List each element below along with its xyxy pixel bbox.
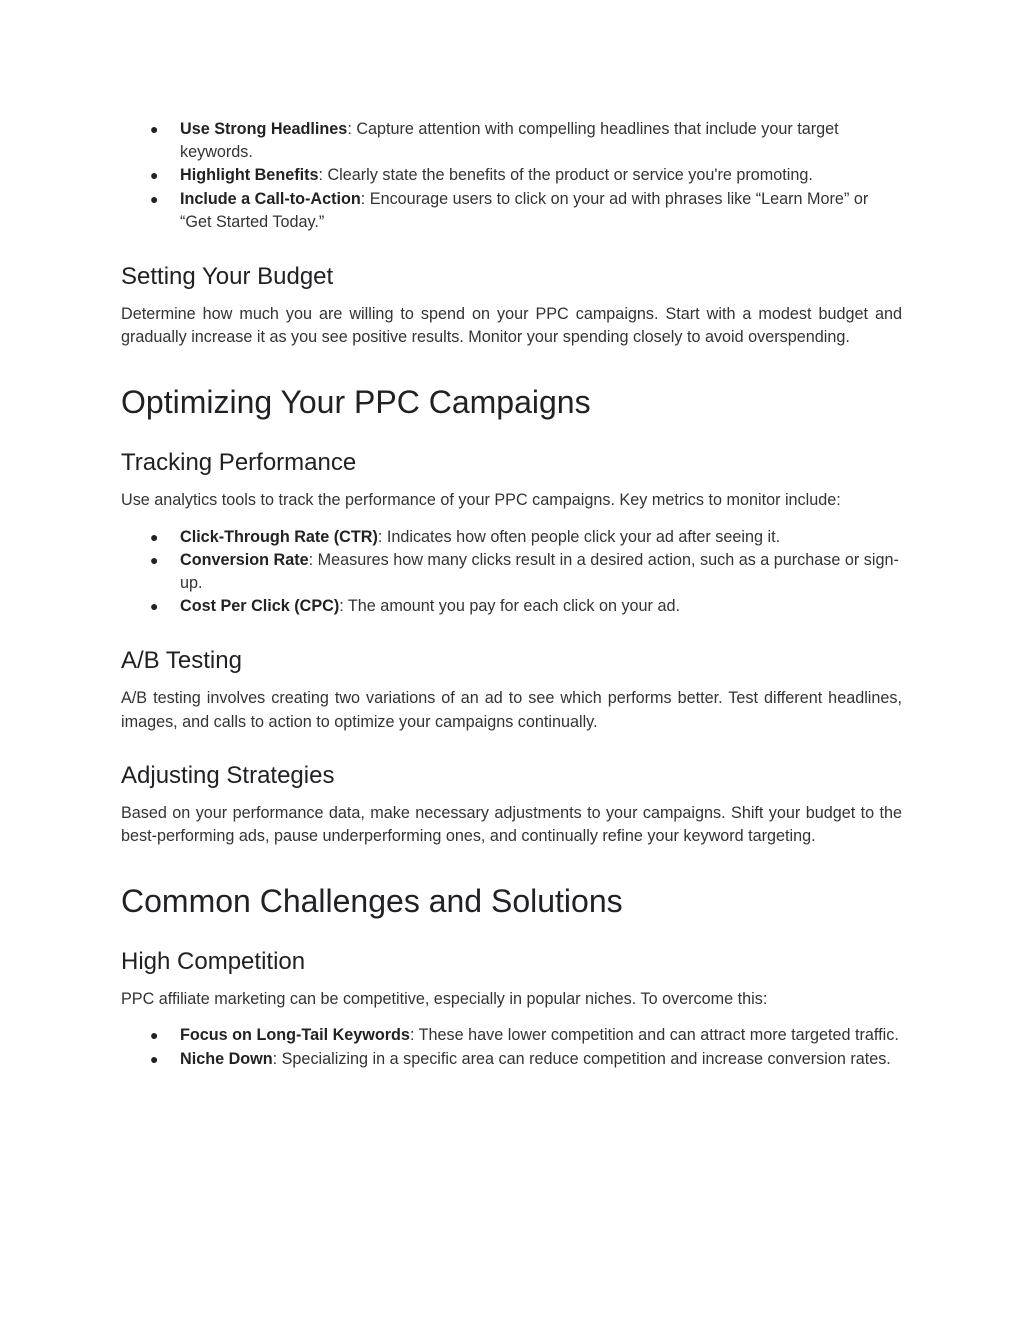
bullet-icon: ● bbox=[150, 1050, 159, 1067]
bullet-text: : Clearly state the benefits of the product or service you're promoting. bbox=[318, 166, 813, 185]
bullet-text: : Capture attention with compelling headlines that include your target keywords. bbox=[180, 120, 839, 162]
bullet-text: : The amount you pay for each click on your ad. bbox=[339, 597, 680, 616]
competition-solutions-list bbox=[121, 1024, 902, 1070]
bullet-icon: ● bbox=[150, 167, 159, 184]
list-item bbox=[121, 118, 902, 164]
bullet-icon: ● bbox=[150, 528, 159, 545]
list-item bbox=[121, 1024, 902, 1047]
bullet-term: Cost Per Click (CPC) bbox=[180, 597, 340, 616]
key-metrics-list bbox=[121, 526, 902, 619]
bullet-term: Conversion Rate bbox=[180, 550, 309, 569]
bullet-term: Niche Down bbox=[180, 1049, 273, 1068]
heading-ab-testing: A/B Testing bbox=[121, 647, 242, 675]
list-item bbox=[121, 526, 902, 549]
bullet-term: Click-Through Rate (CTR) bbox=[180, 527, 378, 546]
bullet-icon: ● bbox=[150, 190, 159, 207]
bullet-icon: ● bbox=[150, 1027, 159, 1044]
heading-common-challenges: Common Challenges and Solutions bbox=[121, 883, 623, 920]
bullet-term: Focus on Long-Tail Keywords bbox=[180, 1026, 410, 1045]
bullet-term: Include a Call-to-Action bbox=[180, 189, 361, 208]
ab-testing-paragraph: A/B testing involves creating two variations of an ad to see which performs better. Test different headlines, images, and calls to action to optimize your campaigns continually. bbox=[121, 689, 902, 731]
ad-copy-tips-list bbox=[121, 118, 902, 234]
bullet-icon: ● bbox=[150, 551, 159, 568]
heading-high-competition: High Competition bbox=[121, 948, 306, 976]
high-competition-paragraph: PPC affiliate marketing can be competitive, especially in popular niches. To overcome this: bbox=[121, 990, 768, 1009]
list-item bbox=[121, 188, 902, 234]
bullet-text: : Specializing in a specific area can reduce competition and increase conversion rates. bbox=[272, 1049, 891, 1068]
bullet-icon: ● bbox=[150, 598, 159, 615]
bullet-text: : Measures how many clicks result in a desired action, such as a purchase or sign-up. bbox=[180, 550, 899, 593]
heading-adjusting-strategies: Adjusting Strategies bbox=[121, 761, 335, 789]
list-item bbox=[121, 1048, 902, 1071]
bullet-term: Highlight Benefits bbox=[180, 166, 319, 185]
bullet-icon: ● bbox=[150, 121, 159, 137]
tracking-paragraph: Use analytics tools to track the performance of your PPC campaigns. Key metrics to monitor include: bbox=[121, 491, 841, 510]
heading-setting-your-budget: Setting Your Budget bbox=[121, 263, 334, 291]
bullet-text: : Indicates how often people click your ad after seeing it. bbox=[377, 527, 781, 546]
heading-optimizing-ppc-campaigns: Optimizing Your PPC Campaigns bbox=[121, 384, 591, 421]
bullet-text: : These have lower competition and can attract more targeted traffic. bbox=[409, 1026, 899, 1045]
heading-tracking-performance: Tracking Performance bbox=[121, 449, 357, 477]
list-item bbox=[121, 595, 902, 618]
adjusting-paragraph: Based on your performance data, make necessary adjustments to your campaigns. Shift your budget to the best-performing ads, pause underperforming ones, and continually refine your keyword targeting. bbox=[121, 803, 902, 846]
bullet-text: : Encourage users to click on your ad with phrases like “Learn More” or “Get Started Today.” bbox=[180, 189, 869, 231]
bullet-term: Use Strong Headlines bbox=[180, 120, 348, 138]
list-item bbox=[121, 164, 902, 187]
list-item bbox=[121, 549, 902, 595]
budget-paragraph: Determine how much you are willing to spend on your PPC campaigns. Start with a modest budget and gradually increase it as you see positive results. Monitor your spending closely to avoid overspending. bbox=[121, 305, 902, 347]
